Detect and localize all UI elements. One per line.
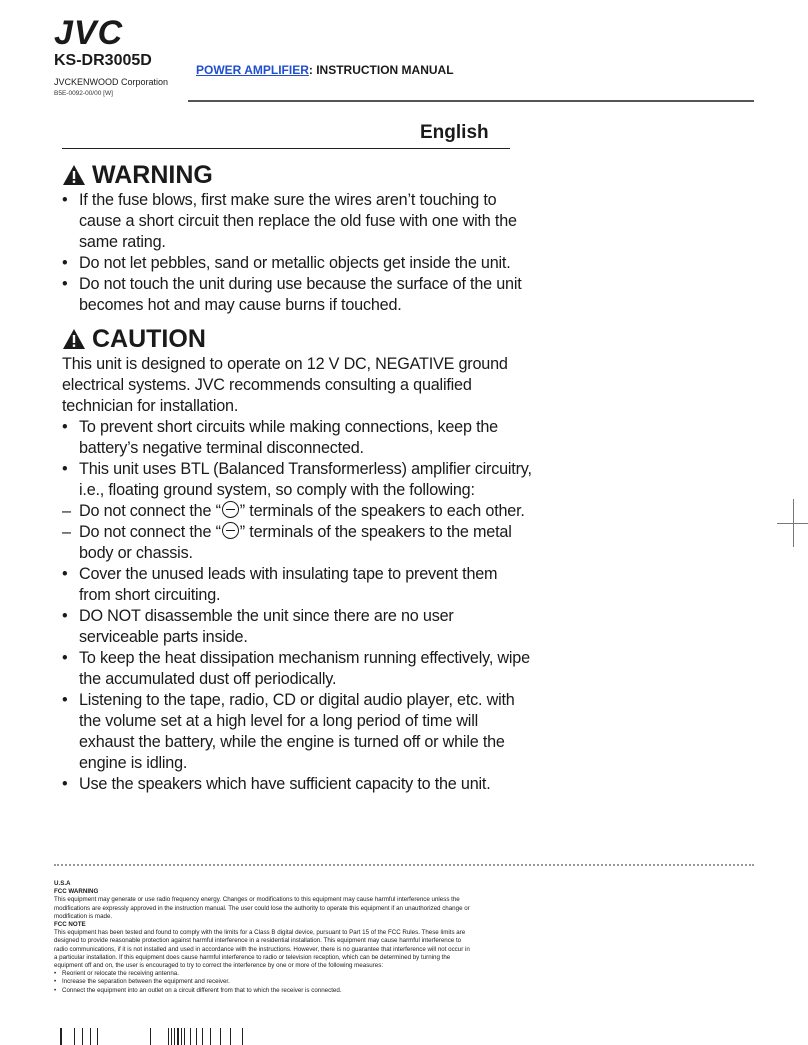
list-item: • DO NOT disassemble the unit since there are no user serviceable parts inside. xyxy=(62,607,454,646)
fcc-note-text: This equipment has been tested and found to comply with the limits for a Class B digital device, pursuant to Part 15 of the FCC Rules. These limits are designed to provide reasonable protection against harmful interference in a residential installation. This equipment may cause harmful interference to radio communications, if it is not installed and used in accordance with the instructions. However, there is no guarantee that interference will not occur in a particular installation. If this equipment does cause harmful interference to radio or television reception, which can be determined by turning the equipment off and on, the user is encouraged to try to correct the interference by one or more of the following measures: xyxy=(54,929,470,970)
barcode xyxy=(60,1028,260,1045)
warning-title: WARNING xyxy=(92,161,213,189)
corporation-name: JVCKENWOOD Corporation xyxy=(54,77,169,87)
list-item: • Do not let pebbles, sand or metallic objects get inside the unit. xyxy=(62,254,511,272)
list-sub-item: – Do not connect the “ ” terminals of the speakers to each other. xyxy=(62,502,525,520)
caution-triangle-icon xyxy=(62,328,86,350)
fcc-footer xyxy=(54,880,474,995)
list-item: • Use the speakers which have sufficient capacity to the unit. xyxy=(62,775,491,793)
list-item: • This unit uses BTL (Balanced Transformerless) amplifier circuitry, i.e., floating ground system, so comply with the following: xyxy=(62,460,532,499)
power-amplifier-link[interactable]: POWER AMPLIFIER xyxy=(196,63,309,77)
warning-heading xyxy=(62,160,532,190)
document-code: B5E-0092-00/00 [W] xyxy=(54,90,113,97)
model-number: KS-DR3005D xyxy=(54,52,152,69)
language-divider xyxy=(62,148,510,149)
warning-list xyxy=(62,190,532,316)
list-item: • Do not touch the unit during use because the surface of the unit becomes hot and may cause burns if touched. xyxy=(62,275,522,314)
list-item: • If the fuse blows, first make sure the wires aren’t touching to cause a short circuit then replace the old fuse with one with the same rating. xyxy=(62,191,517,251)
caution-list xyxy=(62,417,532,795)
caution-title: CAUTION xyxy=(92,325,206,353)
list-item: • Connect the equipment into an outlet on a circuit different from that to which the receiver is connected. xyxy=(54,987,474,995)
fcc-warning-text: This equipment may generate or use radio frequency energy. Changes or modifications to this equipment may cause harmful interference unless the modifications are expressly approved in the instruction manual. The user could lose the authority to operate this equipment if an unauthorized change or modification is made. xyxy=(54,896,470,920)
jvc-logo: JVC xyxy=(54,14,124,52)
document-title xyxy=(196,63,454,77)
list-item: • To keep the heat dissipation mechanism running effectively, wipe the accumulated dust off periodically. xyxy=(62,649,530,688)
list-item: • Listening to the tape, radio, CD or digital audio player, etc. with the volume set at a high level for a long period of time will exhaust the battery, while the engine is turned off or while the engine is idling. xyxy=(62,691,515,772)
fcc-measures-list xyxy=(54,970,474,995)
fcc-warning-title: FCC WARNING xyxy=(54,888,99,896)
negative-terminal-icon xyxy=(222,501,239,518)
header-divider xyxy=(188,100,754,102)
list-item: • Cover the unused leads with insulating tape to prevent them from short circuiting. xyxy=(62,565,498,604)
footer-divider xyxy=(54,864,754,868)
main-content xyxy=(62,160,532,795)
list-item: • Increase the separation between the equipment and receiver. xyxy=(54,978,474,986)
negative-terminal-icon xyxy=(222,522,239,539)
crop-mark-horizontal xyxy=(777,523,808,524)
document-title-rest: : INSTRUCTION MANUAL xyxy=(308,63,454,77)
caution-heading xyxy=(62,324,532,354)
list-sub-item: – Do not connect the “ ” terminals of the speakers to the metal body or chassis. xyxy=(62,523,512,562)
list-item: • To prevent short circuits while making connections, keep the battery’s negative terminal disconnected. xyxy=(62,418,498,457)
language-label: English xyxy=(420,122,489,143)
caution-intro: This unit is designed to operate on 12 V DC, NEGATIVE ground electrical systems. JVC recommends consulting a qualified technician for installation. xyxy=(62,355,508,415)
fcc-note-title: FCC NOTE xyxy=(54,921,86,929)
warning-triangle-icon xyxy=(62,164,86,186)
list-item: • Reorient or relocate the receiving antenna. xyxy=(54,970,474,978)
region-label: U.S.A xyxy=(54,880,71,887)
